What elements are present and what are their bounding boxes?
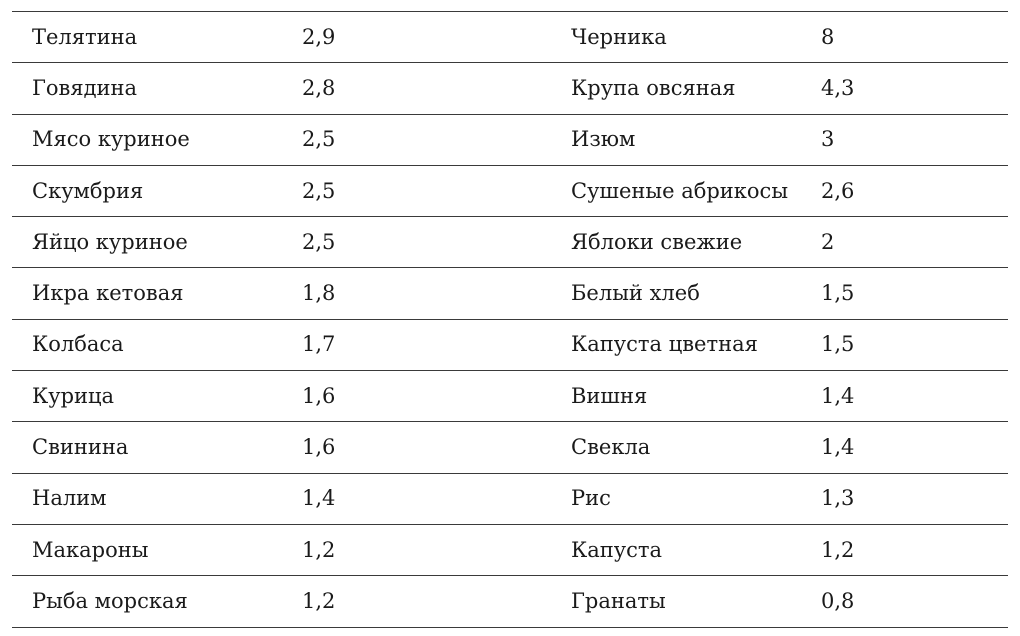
table-row [12,115,1008,166]
left-item-name: Говядина [32,75,138,100]
left-item-name: Макароны [32,537,149,562]
table-row [12,217,1008,268]
right-item-name: Изюм [571,127,636,152]
right-item-name: Гранаты [571,588,666,613]
left-item-value: 2,8 [302,75,336,100]
left-item-name: Скумбрия [32,178,144,203]
left-item-value: 1,6 [302,435,336,460]
right-item-name: Свекла [571,435,651,460]
right-item-value: 1,2 [821,537,855,562]
right-item-name: Капуста цветная [571,332,758,357]
right-item-value: 4,3 [821,75,855,100]
right-item-name: Сушеные абрикосы [571,178,789,203]
left-item-value: 1,2 [302,537,336,562]
right-item-value: 2 [821,229,835,254]
right-item-value: 1,5 [821,281,855,306]
left-item-name: Налим [32,486,107,511]
right-item-value: 1,5 [821,332,855,357]
table-row [12,525,1008,576]
table-row [12,576,1008,627]
left-item-name: Икра кетовая [32,281,184,306]
table-row [12,371,1008,422]
left-item-name: Свинина [32,435,129,460]
table-row [12,12,1008,63]
table-row [12,320,1008,371]
right-item-value: 1,3 [821,486,855,511]
table-row [12,422,1008,473]
left-item-name: Яйцо куриное [32,229,188,254]
right-item-name: Яблоки свежие [571,229,743,254]
left-item-value: 1,4 [302,486,336,511]
right-item-name: Рис [571,486,611,511]
left-item-value: 1,8 [302,281,336,306]
right-item-name: Белый хлеб [571,281,700,306]
left-item-name: Колбаса [32,332,124,357]
right-item-value: 0,8 [821,588,855,613]
table-row [12,474,1008,525]
right-item-name: Крупа овсяная [571,75,736,100]
right-item-name: Черника [571,24,667,49]
left-item-name: Мясо куриное [32,127,190,152]
left-item-value: 1,7 [302,332,336,357]
left-item-name: Рыба морская [32,588,188,613]
right-item-name: Капуста [571,537,663,562]
right-item-value: 3 [821,127,835,152]
left-item-value: 1,2 [302,588,336,613]
left-item-value: 2,9 [302,24,336,49]
right-item-value: 1,4 [821,435,855,460]
left-item-value: 2,5 [302,127,336,152]
left-item-value: 2,5 [302,229,336,254]
left-item-value: 1,6 [302,383,336,408]
table-row [12,166,1008,217]
right-item-value: 2,6 [821,178,855,203]
left-item-name: Курица [32,383,115,408]
data-table [12,11,1008,628]
right-item-name: Вишня [571,383,648,408]
left-item-name: Телятина [32,24,138,49]
right-item-value: 1,4 [821,383,855,408]
right-item-value: 8 [821,24,835,49]
left-item-value: 2,5 [302,178,336,203]
table-row [12,268,1008,319]
table-row [12,63,1008,114]
